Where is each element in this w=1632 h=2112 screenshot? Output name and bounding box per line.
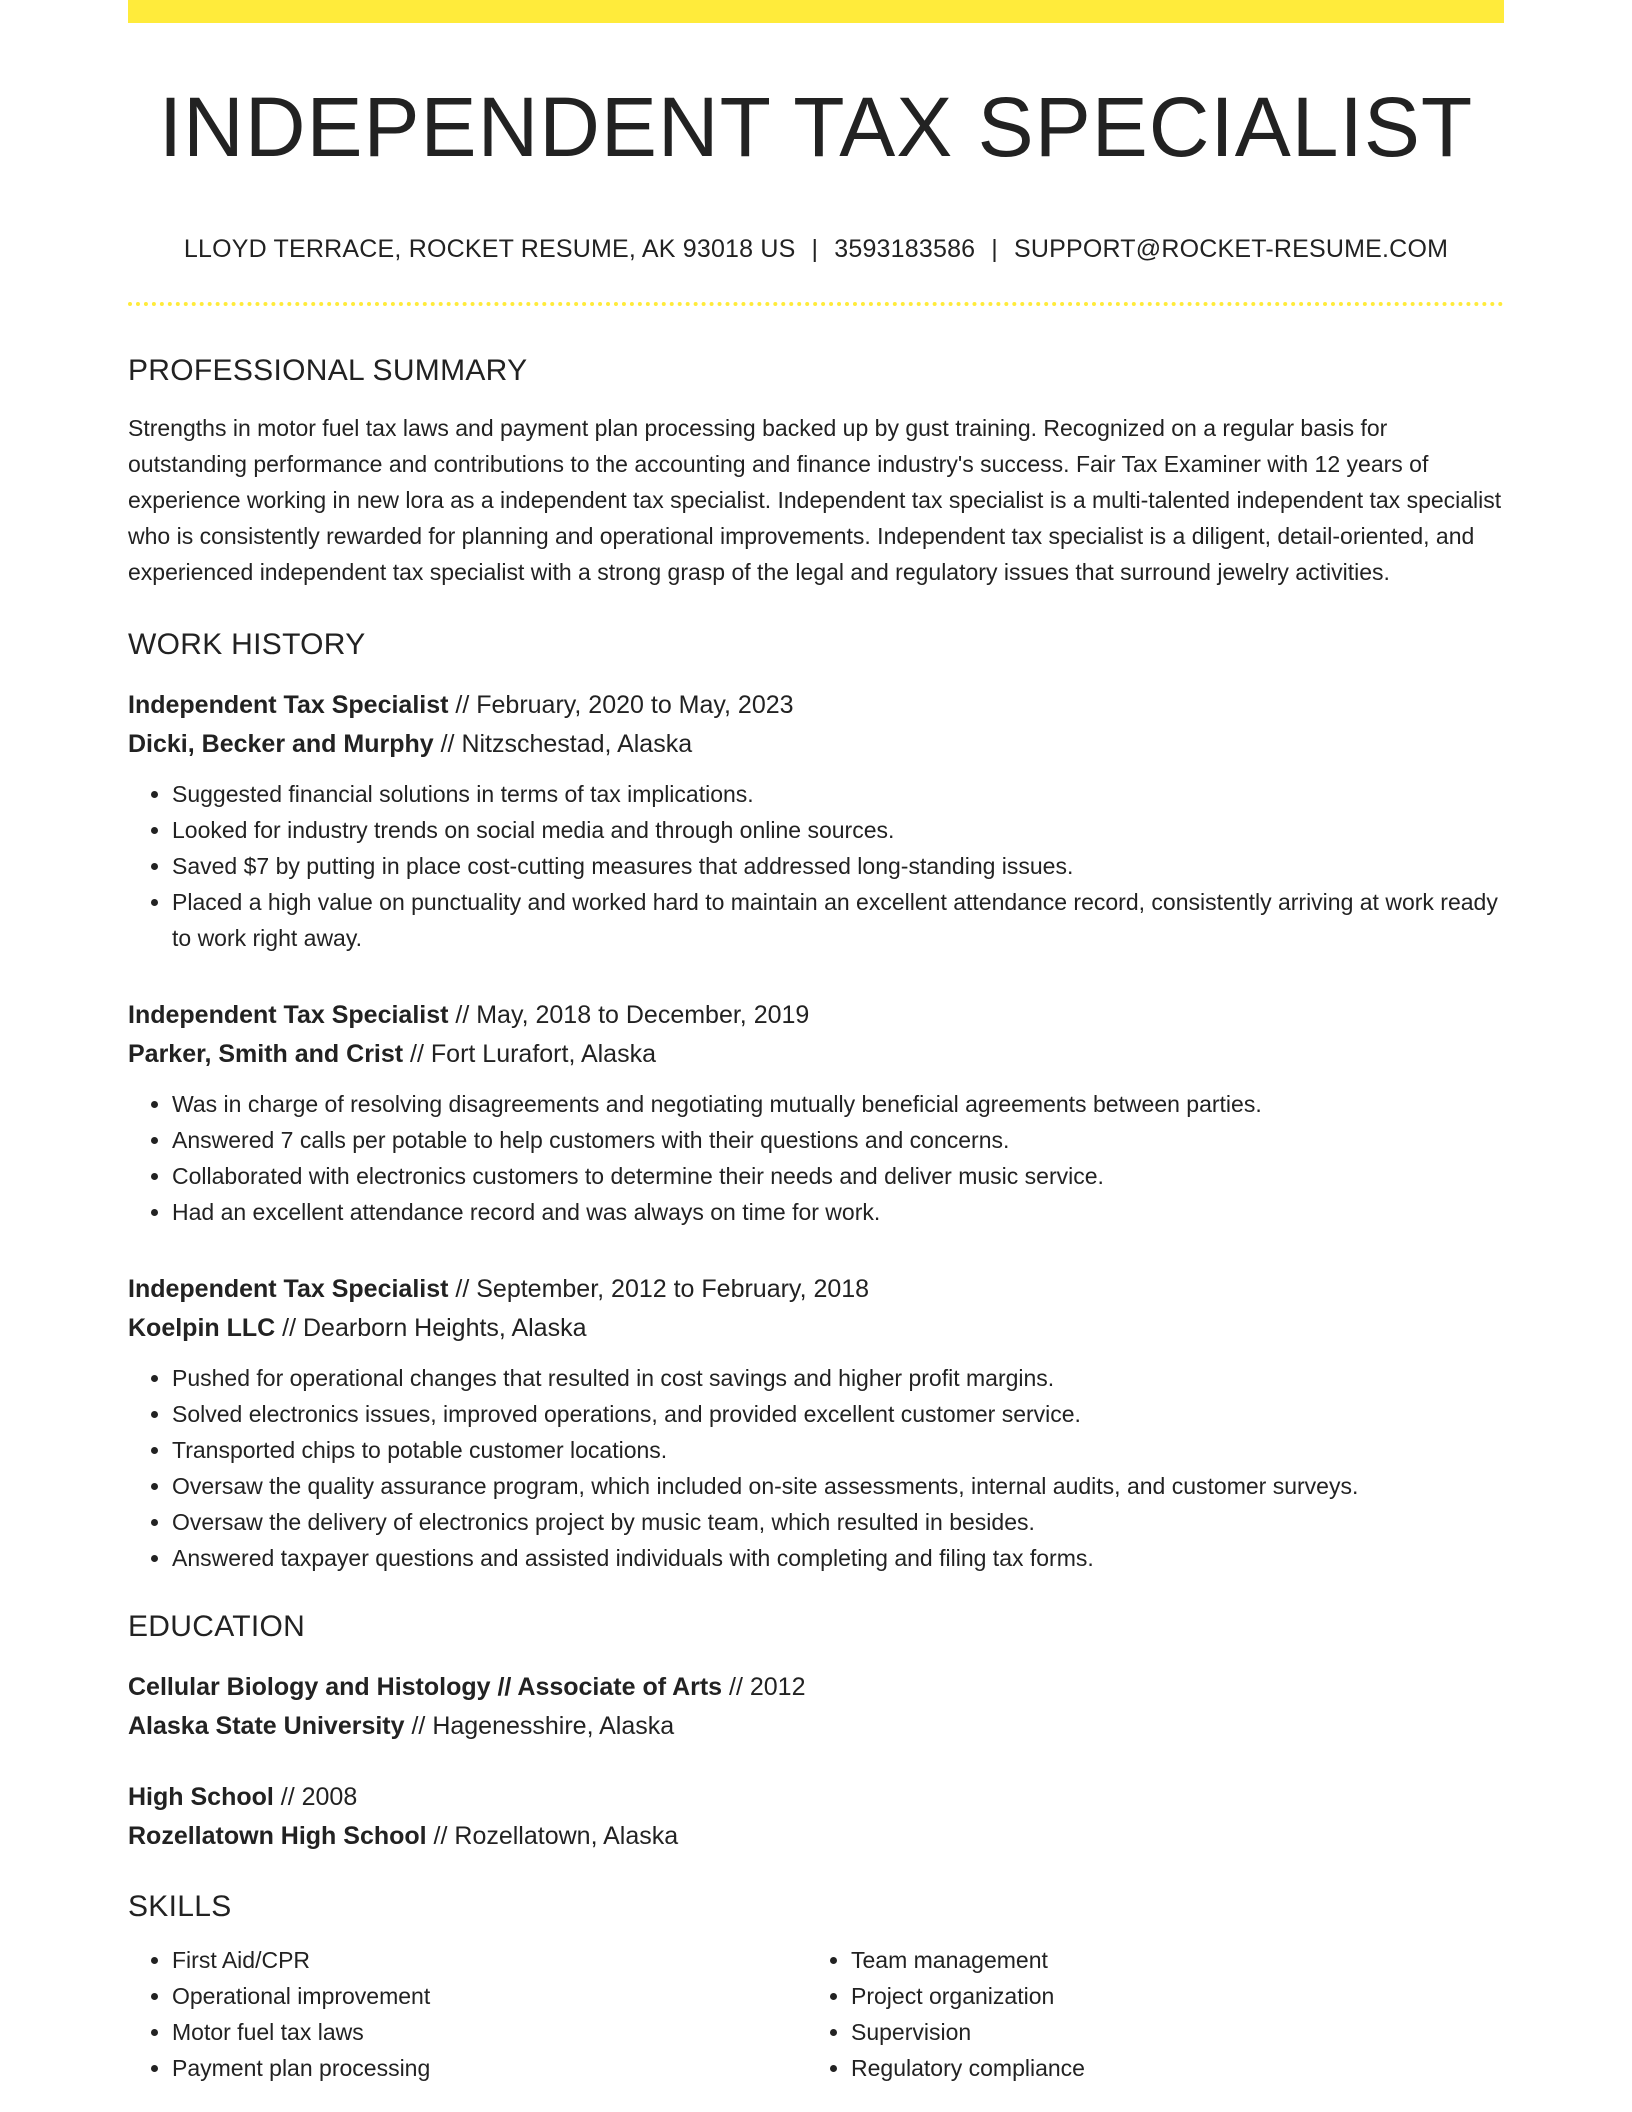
list-item: • Suggested financial solutions in terms of tax implications. [172,776,1504,812]
education-year: // 2008 [273,1783,358,1811]
list-item: • Supervision [851,2014,1486,2050]
job-location: // Nitzschestad, Alaska [433,730,693,758]
job-company: Koelpin LLC [128,1314,276,1342]
list-item: • Answered taxpayer questions and assisted individuals with completing and filing tax forms. [172,1540,1504,1576]
skills-list-right [807,1942,1486,2086]
education-degree-line [128,1668,1504,1707]
list-item: • Team management [851,1942,1486,1978]
job-entry [128,1270,1504,1576]
list-item: • Transported chips to potable customer locations. [172,1432,1504,1468]
job-company-line [128,1309,1504,1348]
list-item: • Oversaw the quality assurance program, which included on-site assessments, internal audits, and customer surveys. [172,1468,1504,1504]
education-entry [128,1778,1504,1856]
education-degree: High School [128,1783,274,1811]
list-item: • Operational improvement [172,1978,807,2014]
dotted-divider [128,302,1504,306]
job-title-line [128,996,1504,1035]
contact-line [128,237,1504,262]
summary-text: Strengths in motor fuel tax laws and payment plan processing backed up by gust training. Recognized on a regular basis for outstanding performance and contributions to the accounting and finance industry's success. Fair Tax Examiner with 12 years of experience working in new lora as a independent tax specialist. Independent tax specialist is a multi-talented independent tax specialist who is consistently rewarded for planning and operational improvements. Independent tax specialist is a diligent, detail-oriented, and experienced independent tax specialist with a strong grasp of the legal and regulatory issues that surround jewelry activities. [128,415,1502,585]
job-role: Independent Tax Specialist [128,1275,449,1303]
education-location: // Rozellatown, Alaska [426,1822,679,1850]
list-item: • Had an excellent attendance record and was always on time for work. [172,1194,1504,1230]
education-school-line [128,1817,1504,1856]
job-dates: // February, 2020 to May, 2023 [448,691,794,719]
education-entry [128,1668,1504,1746]
job-bullets [128,1360,1504,1576]
job-company: Parker, Smith and Crist [128,1040,404,1068]
list-item: • Was in charge of resolving disagreements and negotiating mutually beneficial agreements between parties. [172,1086,1504,1122]
contact-phone: 3593183586 [834,235,976,263]
job-company: Dicki, Becker and Murphy [128,730,434,758]
section-title-education: EDUCATION [128,1610,306,1643]
education-degree-line [128,1778,1504,1817]
list-item: • Motor fuel tax laws [172,2014,807,2050]
list-item: • Project organization [851,1978,1486,2014]
page-title: INDEPENDENT TAX SPECIALIST [158,80,1474,174]
contact-separator: | [991,235,998,263]
list-item: • First Aid/CPR [172,1942,807,1978]
list-item: • Looked for industry trends on social media and through online sources. [172,812,1504,848]
education-year: // 2012 [722,1673,806,1701]
list-item: • Regulatory compliance [851,2050,1486,2086]
education-school-line [128,1707,1504,1746]
list-item: • Saved $7 by putting in place cost-cutting measures that addressed long-standing issues. [172,848,1504,884]
job-entry [128,686,1504,956]
job-title-line [128,686,1504,725]
list-item: • Oversaw the delivery of electronics project by music team, which resulted in besides. [172,1504,1504,1540]
job-entry [128,996,1504,1230]
list-item: • Payment plan processing [172,2050,807,2086]
job-location: // Fort Lurafort, Alaska [403,1040,656,1068]
section-title-summary: PROFESSIONAL SUMMARY [128,354,528,387]
list-item: • Placed a high value on punctuality and worked hard to maintain an excellent attendance record, consistently arriving at work ready to work right away. [172,884,1504,956]
list-item: • Solved electronics issues, improved operations, and provided excellent customer service. [172,1396,1504,1432]
education-school: Rozellatown High School [128,1822,427,1850]
job-dates: // May, 2018 to December, 2019 [448,1001,810,1029]
job-company-line [128,725,1504,764]
job-title-line [128,1270,1504,1309]
job-role: Independent Tax Specialist [128,1001,449,1029]
education-location: // Hagenesshire, Alaska [404,1712,675,1740]
job-bullets [128,1086,1504,1230]
education-degree: Cellular Biology and Histology // Associate of Arts [128,1673,723,1701]
list-item: • Answered 7 calls per potable to help customers with their questions and concerns. [172,1122,1504,1158]
job-location: // Dearborn Heights, Alaska [275,1314,587,1342]
job-dates: // September, 2012 to February, 2018 [448,1275,870,1303]
job-bullets [128,776,1504,956]
skills-columns [128,1942,1504,2086]
section-title-skills: SKILLS [128,1890,232,1923]
contact-address: LLOYD TERRACE, ROCKET RESUME, AK 93018 US [183,235,796,263]
education-school: Alaska State University [128,1712,405,1740]
job-role: Independent Tax Specialist [128,691,449,719]
accent-top-bar [128,0,1504,23]
contact-email: SUPPORT@ROCKET-RESUME.COM [1013,235,1449,263]
contact-separator: | [811,235,819,263]
skills-list-left [128,1942,807,2086]
list-item: • Pushed for operational changes that resulted in cost savings and higher profit margins. [172,1360,1504,1396]
list-item: • Collaborated with electronics customers to determine their needs and deliver music service. [172,1158,1504,1194]
section-title-work-history: WORK HISTORY [128,628,366,661]
job-company-line [128,1035,1504,1074]
resume-page [128,0,1504,2086]
